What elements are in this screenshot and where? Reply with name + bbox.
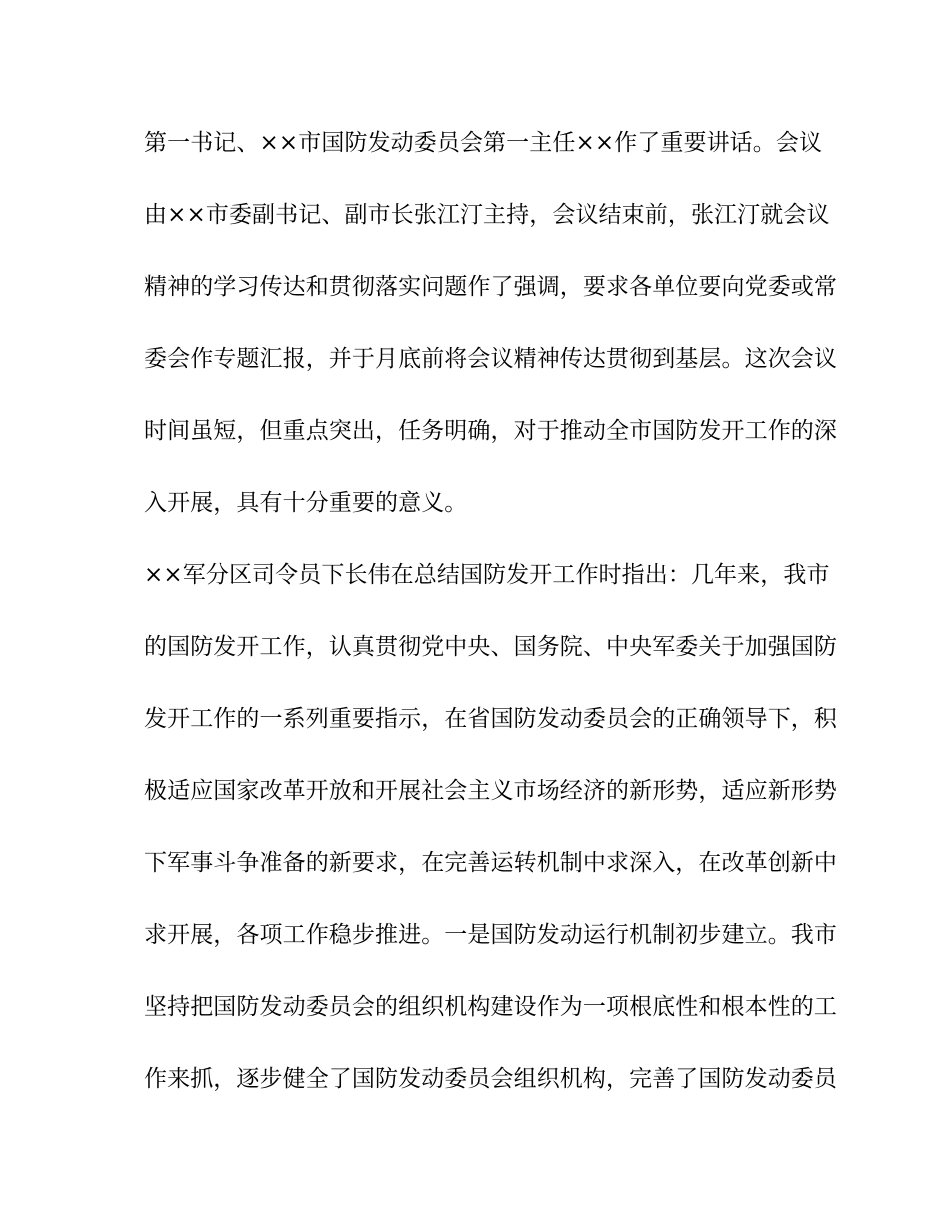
paragraph-2-line-5: 下军事斗争准备的新要求，在完善运转机制中求深入，在改革创新中: [144, 850, 837, 876]
paragraph-2-line-1: ××军分区司令员下长伟在总结国防发开工作时指出：几年来，我市: [144, 562, 830, 588]
paragraph-2-line-7: 坚持把国防发动委员会的组织机构建设作为一项根底性和根本性的工: [144, 994, 837, 1020]
paragraph-1-line-5: 时间虽短，但重点突出，任务明确，对于推动全市国防发开工作的深: [144, 418, 837, 444]
paragraph-2-line-8: 作来抓，逐步健全了国防发动委员会组织机构，完善了国防发动委员: [144, 1066, 837, 1092]
paragraph-2-line-3: 发开工作的一系列重要指示，在省国防发动委员会的正确领导下，积: [144, 706, 837, 732]
paragraph-1-line-6: 入开展，具有十分重要的意义。: [144, 490, 468, 516]
paragraph-1-line-3: 精神的学习传达和贯彻落实问题作了强调，要求各单位要向党委或常: [144, 274, 837, 300]
paragraph-2-line-2: 的国防发开工作，认真贯彻党中央、国务院、中央军委关于加强国防: [144, 634, 837, 660]
paragraph-2-line-4: 极适应国家改革开放和开展社会主义市场经济的新形势，适应新形势: [144, 778, 837, 804]
paragraph-1-line-4: 委会作专题汇报，并于月底前将会议精神传达贯彻到基层。这次会议: [144, 346, 837, 372]
paragraph-2-line-6: 求开展，各项工作稳步推进。一是国防发动运行机制初步建立。我市: [144, 922, 837, 948]
paragraph-1-line-1: 第一书记、××市国防发动委员会第一主任××作了重要讲话。会议: [144, 130, 823, 156]
paragraph-1-line-2: 由××市委副书记、副市长张江汀主持，会议结束前，张江汀就会议: [144, 202, 830, 228]
